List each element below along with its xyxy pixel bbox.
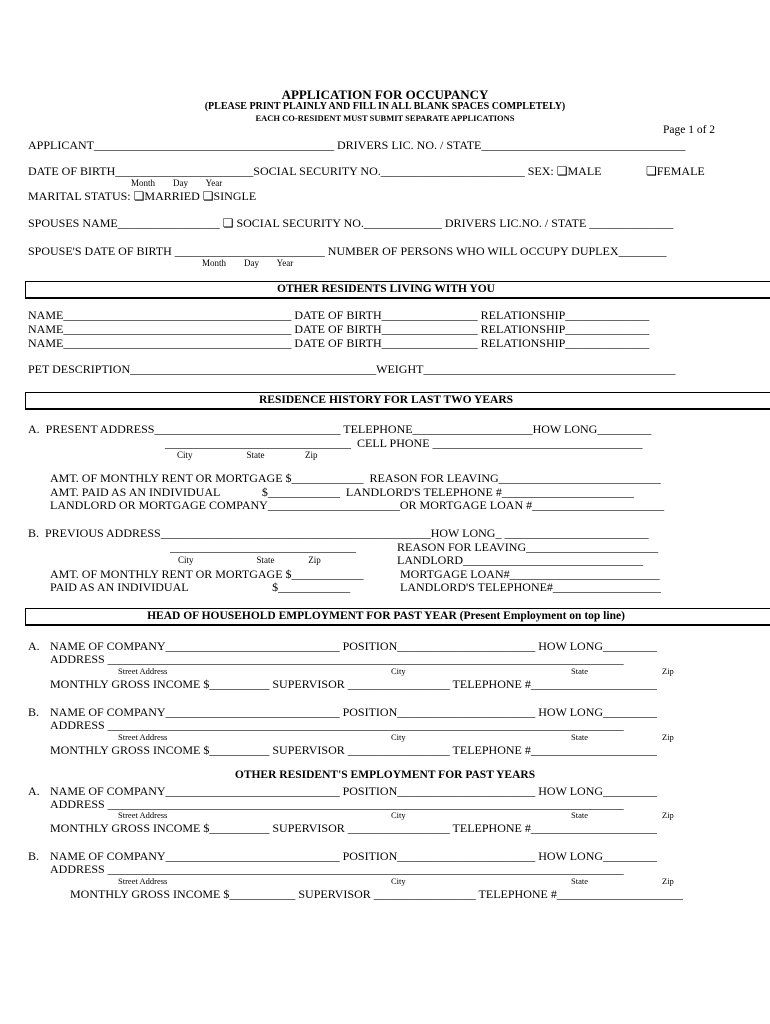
employment-a-label: A. (28, 639, 40, 653)
residence-history-header: RESIDENCE HISTORY FOR LAST TWO YEARS (25, 392, 770, 409)
employment-b-label: B. (28, 705, 40, 719)
present-address-line-2[interactable]: _______________________________ CELL PHONE ___________________________________ (165, 436, 643, 450)
previous-address-line-2[interactable]: _______________________________ (170, 540, 356, 554)
spouse-dob-sublabels: Month Day Year (202, 258, 294, 268)
other-employment-b-company[interactable]: NAME OF COMPANY_____________________________ POSITION_______________________ HOW LONG_________ (50, 849, 658, 863)
sublabel-state: State (571, 810, 588, 820)
sublabel-city: City (391, 810, 406, 820)
other-employment-b-income[interactable]: MONTHLY GROSS INCOME $___________ SUPERVISOR _________________ TELEPHONE #_____________________ (70, 887, 683, 901)
present-address-line[interactable]: A. PRESENT ADDRESS_______________________________ TELEPHONE____________________HOW LONG_________ (28, 422, 652, 436)
sublabel-city: City (391, 876, 406, 886)
female-checkbox[interactable]: ❏FEMALE (646, 164, 705, 178)
form-subtitle: (PLEASE PRINT PLAINLY AND FILL IN ALL BLANK SPACES COMPLETELY) (204, 101, 566, 112)
other-resident-2[interactable]: NAME______________________________________ DATE OF BIRTH________________ RELATIONSHIP______________ (28, 322, 650, 336)
prev-amt-paid[interactable]: PAID AS AN INDIVIDUAL $____________ (50, 580, 351, 594)
spouse-line[interactable]: SPOUSES NAME_________________ ❏ SOCIAL SECURITY NO._____________ DRIVERS LIC.NO. / STATE ______________ (28, 216, 674, 230)
form-title: APPLICATION FOR OCCUPANCY (281, 87, 489, 102)
sublabel-city: City (391, 666, 406, 676)
monthly-rent-line[interactable]: AMT. OF MONTHLY RENT OR MORTGAGE $____________ REASON FOR LEAVING___________________________ (50, 471, 661, 485)
prev-reason-leaving[interactable]: REASON FOR LEAVING______________________ (397, 540, 659, 554)
employment-a-address[interactable]: ADDRESS ______________________________________________________________________________________ (50, 652, 624, 666)
prev-landlord-telephone[interactable]: LANDLORD'S TELEPHONE#__________________ (400, 580, 661, 594)
spouse-dob-line[interactable]: SPOUSE'S DATE OF BIRTH _________________________ NUMBER OF PERSONS WHO WILL OCCUPY DUPLEX________ (28, 244, 667, 258)
page-number: Page 1 of 2 (663, 124, 716, 136)
other-employment-a-company[interactable]: NAME OF COMPANY_____________________________ POSITION_______________________ HOW LONG_________ (50, 784, 658, 798)
employment-b-address[interactable]: ADDRESS ______________________________________________________________________________________ (50, 718, 624, 732)
marital-status-line[interactable]: MARITAL STATUS: ❏MARRIED ❏SINGLE (28, 189, 257, 203)
other-residents-header: OTHER RESIDENTS LIVING WITH YOU (25, 281, 770, 298)
other-employment-a-income[interactable]: MONTHLY GROSS INCOME $__________ SUPERVISOR _________________ TELEPHONE #_____________________ (50, 821, 657, 835)
sublabel-city: City (391, 732, 406, 742)
sublabel-street: Street Address (118, 876, 168, 886)
dob-sublabels: Month Day Year (131, 178, 223, 188)
sublabel-street: Street Address (118, 732, 168, 742)
other-employment-b-address[interactable]: ADDRESS ______________________________________________________________________________________ (50, 862, 624, 876)
other-employment-b-label: B. (28, 849, 40, 863)
sublabel-zip: Zip (662, 810, 674, 820)
applicant-line[interactable]: APPLICANT________________________________________ DRIVERS LIC. NO. / STATE__________________________________ (28, 138, 686, 152)
landlord-company-line[interactable]: LANDLORD OR MORTGAGE COMPANY______________________OR MORTGAGE LOAN #______________________ (50, 498, 665, 512)
sublabel-state: State (571, 732, 588, 742)
present-address-sublabels: City State Zip (177, 450, 318, 460)
previous-address-line[interactable]: B. PREVIOUS ADDRESS_____________________________________________HOW LONG_ ________________________ (28, 526, 649, 540)
dob-ssn-sex-line[interactable]: DATE OF BIRTH_______________________SOCIAL SECURITY NO.________________________ SEX: ❏MALE (28, 164, 602, 178)
prev-mortgage-loan[interactable]: MORTGAGE LOAN#_________________________ (400, 567, 660, 581)
sublabel-state: State (571, 876, 588, 886)
sublabel-street: Street Address (118, 810, 168, 820)
prev-landlord[interactable]: LANDLORD______________________________ (397, 553, 643, 567)
employment-b-company[interactable]: NAME OF COMPANY_____________________________ POSITION_______________________ HOW LONG_________ (50, 705, 658, 719)
form-note: EACH CO-RESIDENT MUST SUBMIT SEPARATE APPLICATIONS (255, 113, 515, 123)
employment-a-income[interactable]: MONTHLY GROSS INCOME $__________ SUPERVISOR _________________ TELEPHONE #_____________________ (50, 677, 657, 691)
amt-paid-line[interactable]: AMT. PAID AS AN INDIVIDUAL $____________ LANDLORD'S TELEPHONE #______________________ (50, 485, 634, 499)
employment-b-income[interactable]: MONTHLY GROSS INCOME $__________ SUPERVISOR _________________ TELEPHONE #_____________________ (50, 743, 657, 757)
prev-monthly-rent[interactable]: AMT. OF MONTHLY RENT OR MORTGAGE $____________ (50, 567, 364, 581)
other-resident-1[interactable]: NAME______________________________________ DATE OF BIRTH________________ RELATIONSHIP______________ (28, 308, 650, 322)
other-employment-a-label: A. (28, 784, 40, 798)
other-resident-3[interactable]: NAME______________________________________ DATE OF BIRTH________________ RELATIONSHIP______________ (28, 336, 650, 350)
employment-a-company[interactable]: NAME OF COMPANY_____________________________ POSITION_______________________ HOW LONG_________ (50, 639, 658, 653)
previous-address-sublabels: City State Zip (178, 555, 321, 565)
employment-header: HEAD OF HOUSEHOLD EMPLOYMENT FOR PAST YEAR (Present Employment on top line) (25, 608, 770, 625)
other-employment-a-address[interactable]: ADDRESS ______________________________________________________________________________________ (50, 797, 624, 811)
sublabel-zip: Zip (662, 876, 674, 886)
other-employment-header: OTHER RESIDENT'S EMPLOYMENT FOR PAST YEARS (234, 769, 536, 781)
sublabel-state: State (571, 666, 588, 676)
sublabel-zip: Zip (662, 732, 674, 742)
sublabel-street: Street Address (118, 666, 168, 676)
sublabel-zip: Zip (662, 666, 674, 676)
pet-line[interactable]: PET DESCRIPTION_________________________________________WEIGHT__________________________________________ (28, 362, 676, 376)
